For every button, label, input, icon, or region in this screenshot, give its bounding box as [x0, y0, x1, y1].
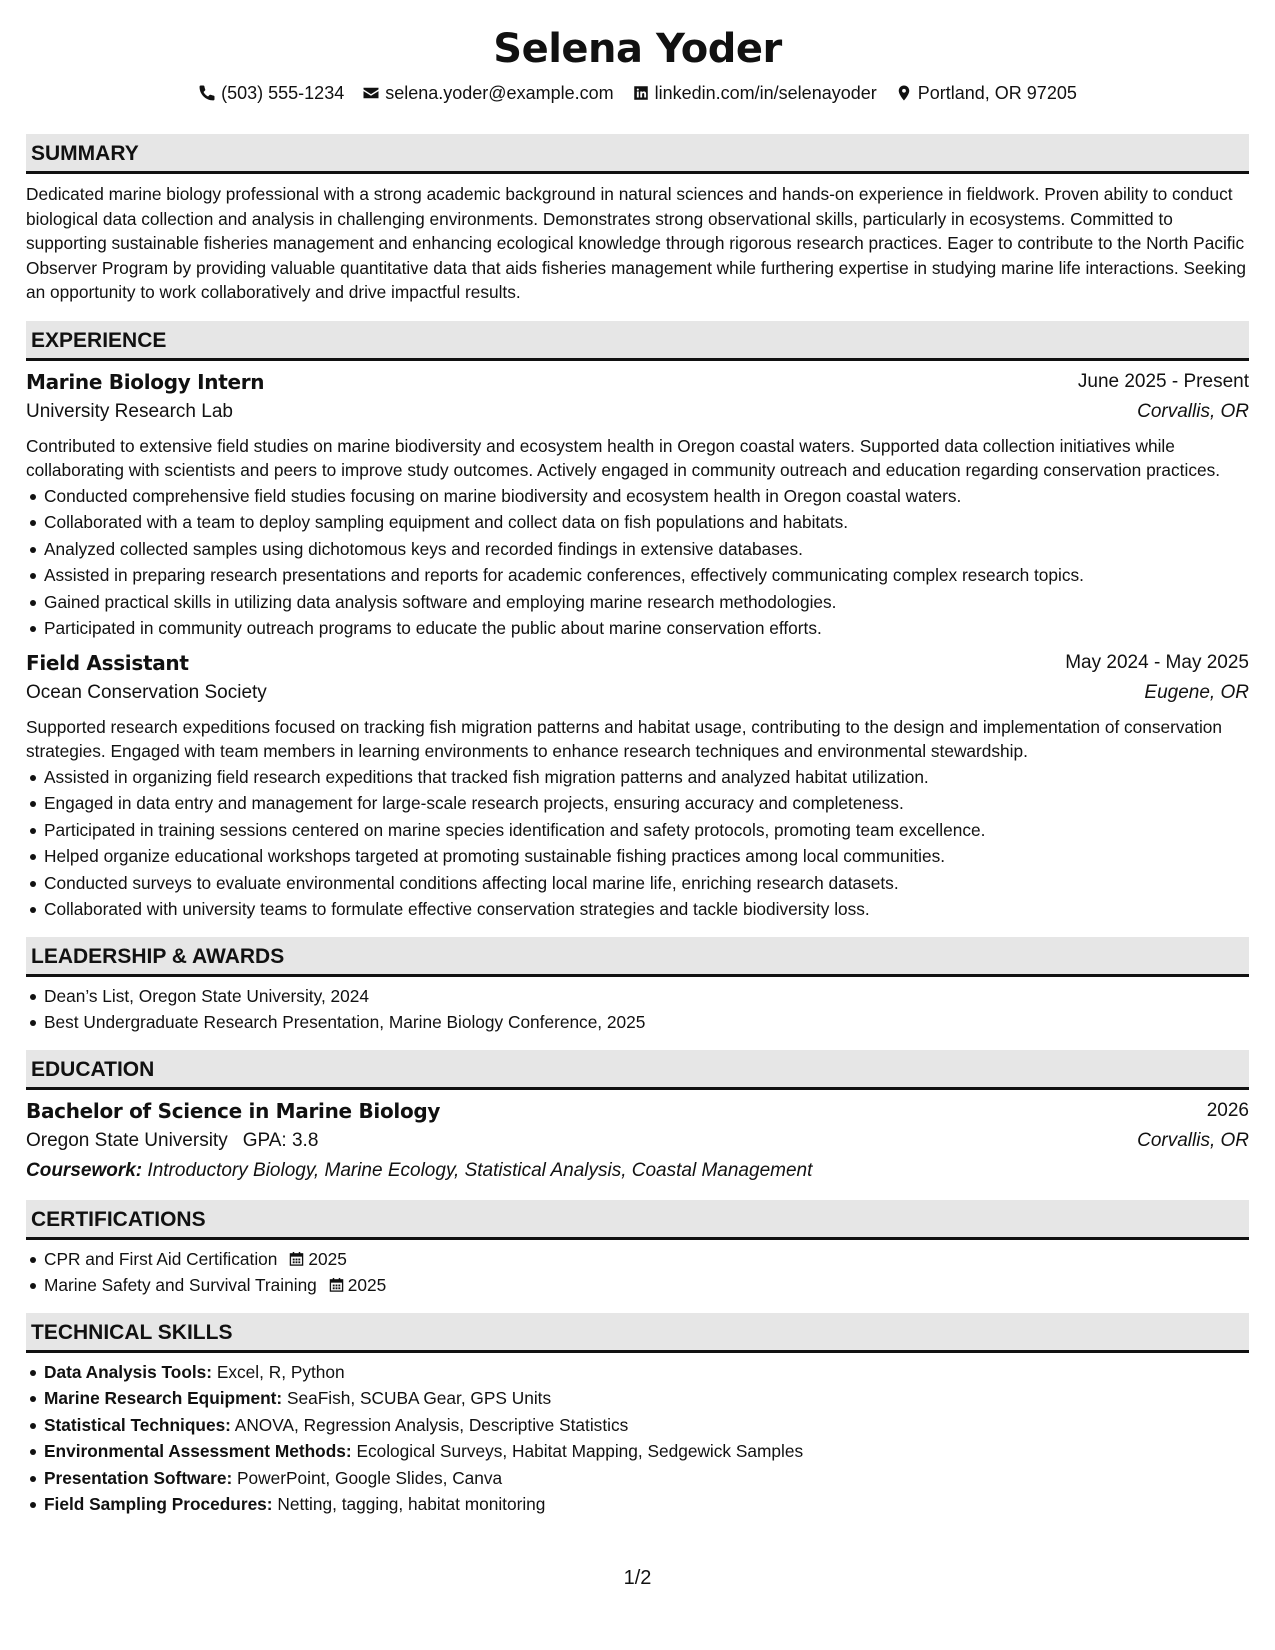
section-heading-certifications: CERTIFICATIONS [26, 1200, 1249, 1240]
phone-icon [198, 84, 216, 102]
skill-value: PowerPoint, Google Slides, Canva [237, 1467, 503, 1488]
job-organization: Ocean Conservation Society [26, 682, 267, 703]
list-item [26, 1412, 1249, 1439]
coursework-text: Introductory Biology, Marine Ecology, Statistical Analysis, Coastal Management [147, 1159, 813, 1181]
skill-label: Marine Research Equipment: [44, 1388, 283, 1408]
job-location: Eugene, OR [1144, 682, 1249, 703]
certification-year: 2025 [347, 1275, 387, 1295]
phone-text: (503) 555-1234 [221, 82, 345, 103]
skill-value: Netting, tagging, habitat monitoring [277, 1494, 546, 1514]
contact-bar [26, 76, 1249, 110]
job-entry [26, 648, 1249, 923]
skills-list [26, 1359, 1249, 1518]
list-item [26, 1359, 1249, 1386]
contact-phone[interactable] [198, 83, 344, 104]
certification-name: CPR and First Aid Certification [44, 1248, 278, 1269]
list-item: Participated in training sessions centered on marine species identification and safety protocols, promoting team excellence. [26, 817, 1249, 844]
gpa: GPA: 3.8 [242, 1129, 319, 1151]
certification-year: 2025 [308, 1248, 347, 1269]
calendar-icon [289, 1251, 304, 1267]
job-dates: June 2025 - Present [1077, 370, 1249, 392]
skill-value: ANOVA, Regression Analysis, Descriptive Statistics [234, 1414, 629, 1435]
skill-label: Field Sampling Procedures: [44, 1494, 273, 1514]
list-item [26, 1246, 1249, 1273]
job-location: Corvallis, OR [1137, 401, 1249, 422]
certifications-list [26, 1246, 1249, 1299]
section-heading-skills: TECHNICAL SKILLS [26, 1313, 1249, 1353]
list-item: Conducted surveys to evaluate environmental conditions affecting local marine life, enriching research datasets. [26, 870, 1249, 897]
section-heading-education: EDUCATION [26, 1050, 1249, 1090]
list-item: Assisted in preparing research presentations and reports for academic conferences, effectively communicating complex research topics. [26, 562, 1249, 589]
location-text: Portland, OR 97205 [917, 82, 1077, 103]
list-item: Collaborated with a team to deploy sampling equipment and collect data on fish populations and habitats. [26, 509, 1249, 536]
linkedin-icon [632, 84, 650, 102]
skill-label: Statistical Techniques: [44, 1414, 231, 1435]
coursework-label: Coursework: [26, 1159, 143, 1181]
list-item: Engaged in data entry and management for large-scale research projects, ensuring accuracy and completeness. [26, 790, 1249, 817]
job-description: Contributed to extensive field studies on marine biodiversity and ecosystem health in Oregon coastal waters. Supported data collection initiatives while collaborating with scientists and peers to improve study outcomes. Actively engaged in community outreach and education regarding conservation practices. [26, 435, 1221, 480]
list-item [26, 1491, 1249, 1518]
candidate-name: Selena Yoder [493, 26, 782, 72]
contact-linkedin[interactable] [632, 83, 877, 104]
coursework-line [26, 1156, 1249, 1186]
list-item: Analyzed collected samples using dichotomous keys and recorded findings in extensive databases. [26, 536, 1249, 563]
skill-value: Ecological Surveys, Habitat Mapping, Sedgewick Samples [356, 1441, 804, 1461]
list-item [26, 1465, 1249, 1492]
list-item [26, 1438, 1249, 1465]
skill-value: SeaFish, SCUBA Gear, GPS Units [286, 1388, 552, 1408]
job-entry [26, 367, 1249, 642]
section-heading-leadership: LEADERSHIP & AWARDS [26, 937, 1249, 977]
graduation-year: 2026 [1206, 1099, 1249, 1121]
list-item: Dean’s List, Oregon State University, 2024 [26, 983, 1249, 1010]
job-title: Field Assistant [26, 650, 189, 675]
list-item: Assisted in organizing field research expeditions that tracked fish migration patterns and analyzed habitat utilization. [26, 764, 1249, 791]
awards-list [26, 983, 1249, 1036]
degree-title: Bachelor of Science in Marine Biology [26, 1098, 441, 1123]
map-pin-icon [895, 84, 913, 102]
skill-label: Data Analysis Tools: [44, 1361, 213, 1382]
job-title: Marine Biology Intern [26, 369, 265, 394]
calendar-icon [329, 1277, 344, 1293]
list-item: Helped organize educational workshops targeted at promoting sustainable fishing practices among local communities. [26, 843, 1249, 870]
email-text: selena.yoder@example.com [385, 82, 614, 103]
linkedin-text: linkedin.com/in/selenayoder [654, 82, 877, 103]
list-item: Collaborated with university teams to formulate effective conservation strategies and tackle biodiversity loss. [26, 896, 1249, 923]
school-name: Oregon State University [26, 1129, 228, 1151]
section-heading-experience: EXPERIENCE [26, 321, 1249, 361]
list-item: Best Undergraduate Research Presentation, Marine Biology Conference, 2025 [26, 1009, 1249, 1036]
job-bullets [26, 483, 1249, 642]
list-item: Conducted comprehensive field studies focusing on marine biodiversity and ecosystem health in Oregon coastal waters. [26, 483, 1249, 510]
section-heading-summary: SUMMARY [26, 134, 1249, 174]
envelope-icon [362, 84, 380, 102]
skill-label: Environmental Assessment Methods: [44, 1441, 352, 1461]
skill-value: Excel, R, Python [216, 1361, 345, 1382]
skill-label: Presentation Software: [44, 1467, 233, 1488]
list-item [26, 1272, 1249, 1299]
school-line [26, 1130, 318, 1152]
job-dates: May 2024 - May 2025 [1065, 651, 1249, 673]
list-item: Participated in community outreach programs to educate the public about marine conservation efforts. [26, 615, 1249, 642]
certification-name: Marine Safety and Survival Training [44, 1275, 317, 1295]
contact-location [895, 83, 1077, 104]
job-description: Supported research expeditions focused on tracking fish migration patterns and habitat usage, contributing to the design and implementation of conservation strategies. Engaged with team members in learning environments to enhance research techniques and environmental stewardship. [26, 716, 1223, 761]
list-item [26, 1385, 1249, 1412]
job-bullets [26, 764, 1249, 923]
education-entry [26, 1096, 1249, 1186]
page-number: 1/2 [623, 1567, 652, 1589]
job-organization: University Research Lab [26, 401, 233, 422]
school-location: Corvallis, OR [1137, 1129, 1249, 1151]
list-item: Gained practical skills in utilizing data analysis software and employing marine research methodologies. [26, 589, 1249, 616]
summary-text: Dedicated marine biology professional with a strong academic background in natural sciences and hands-on experience in fieldwork. Proven ability to conduct biological data collection and analysis in challenging environments. Demonstrates strong observational skills, particularly in ecosystems. Committed to supporting sustainable fisheries management and enhancing ecological knowledge through rigorous research practices. Eager to contribute to the North Pacific Observer Program by providing valuable quantitative data that aids fisheries management while furthering expertise in studying marine life interactions. Seeking an opportunity to work collaboratively and drive impactful results. [26, 184, 1246, 302]
contact-email[interactable] [362, 83, 613, 104]
